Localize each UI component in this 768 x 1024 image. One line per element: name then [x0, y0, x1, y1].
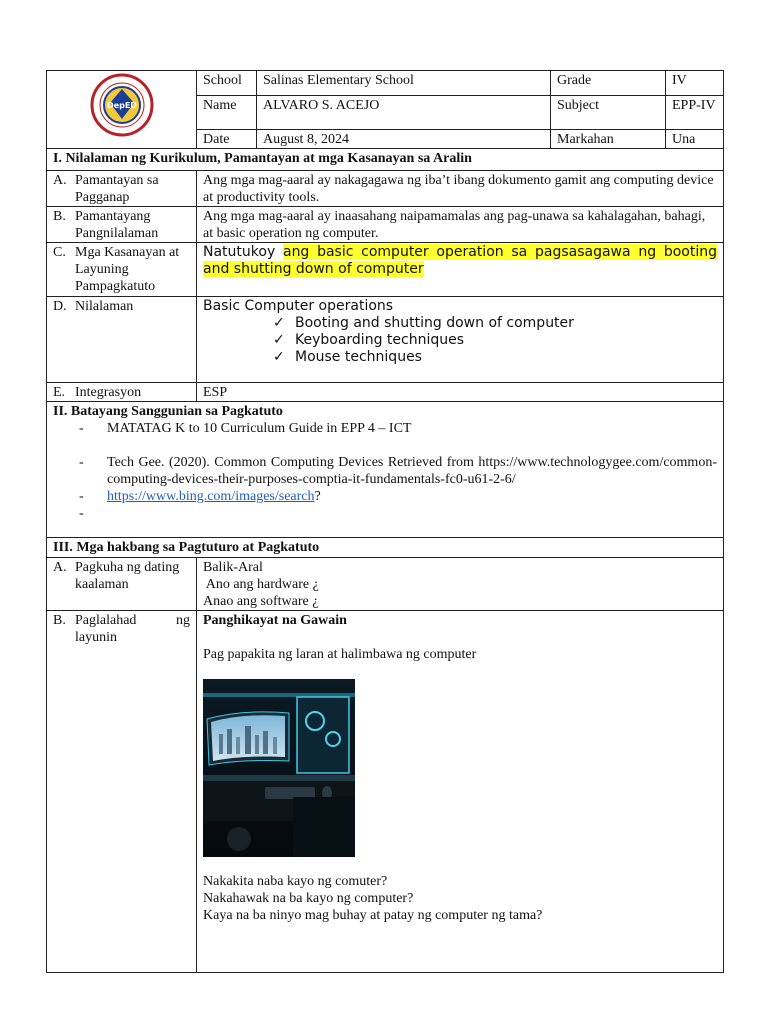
question-item: Nakakita naba kayo ng comuter?	[203, 874, 388, 889]
reference-item: - https://www.bing.com/images/search?	[79, 489, 321, 504]
intro-text: Pag papakita ng laran at halimbawa ng computer	[203, 647, 477, 662]
row-d-content	[197, 297, 724, 383]
subject-value: EPP-IV	[666, 96, 724, 130]
checkmark-icon: ✓	[273, 315, 285, 331]
markahan-label: Markahan	[551, 130, 666, 149]
section1-title: I. Nilalaman ng Kurikulum, Pamantayan at mga Kasanayan sa Aralin	[47, 149, 724, 171]
section2-title: II. Batayang Sanggunian sa Pagkatuto	[53, 404, 283, 419]
reference-list	[53, 420, 717, 522]
bing-images-link[interactable]: https://www.bing.com/images/search	[107, 489, 315, 504]
lesson-plan-document	[46, 70, 723, 964]
checklist-item: ✓ Keyboarding techniques	[273, 332, 465, 348]
name-label: Name	[197, 96, 257, 130]
row-e-label: E. Integrasyon	[47, 383, 197, 402]
checkmark-icon: ✓	[273, 349, 285, 365]
question-item: Nakahawak na ba kayo ng computer?	[203, 891, 414, 906]
checkmark-icon: ✓	[273, 332, 285, 348]
checklist-item: ✓ Mouse techniques	[273, 349, 422, 365]
deped-seal-icon	[90, 73, 154, 137]
row3-a-content: Balik-Aral Ano ang hardware ¿ Anao ang software ¿	[197, 558, 724, 611]
row-c-label: C. Mga Kasanayan at Layuning Pampagkatuto	[47, 243, 197, 297]
reference-item: - Tech Gee. (2020). Common Computing Devices Retrieved from https://www.technologygee.com/common-computing-devices-their-purposes-comptia-it-fundamentals-fc0-u61-2-6/	[79, 455, 717, 487]
grade-label: Grade	[551, 71, 666, 96]
row-e-content: ESP	[197, 383, 724, 402]
highlighted-objective: ang basic computer operation sa pagsasagawa ng booting and shutting down of computer	[203, 244, 717, 277]
panghikayat-heading: Panghikayat na Gawain	[203, 613, 347, 628]
section3-title: III. Mga hakbang sa Pagtuturo at Pagkatuto	[47, 538, 724, 558]
lesson-plan-table	[46, 70, 724, 973]
computer-setup-image	[203, 679, 355, 857]
reference-item: - MATATAG K to 10 Curriculum Guide in EPP 4 – ICT	[79, 421, 412, 436]
svg-text:DepED: DepED	[106, 101, 137, 110]
subject-label: Subject	[551, 96, 666, 130]
date-label: Date	[197, 130, 257, 149]
markahan-value: Una	[666, 130, 724, 149]
reference-item: -	[79, 506, 84, 521]
checklist-item: ✓ Booting and shutting down of computer	[273, 315, 574, 331]
row3-a-label: A. Pagkuha ng dating kaalaman	[47, 558, 197, 611]
school-logo-cell	[47, 71, 197, 149]
nilalaman-heading: Basic Computer operations	[203, 298, 394, 314]
row-a-label: A. Pamantayan sa Pagganap	[47, 171, 197, 207]
grade-value: IV	[666, 71, 724, 96]
school-value: Salinas Elementary School	[257, 71, 551, 96]
school-label: School	[197, 71, 257, 96]
date-value: August 8, 2024	[257, 130, 551, 149]
name-value: ALVARO S. ACEJO	[257, 96, 551, 130]
row-b-content: Ang mga mag-aaral ay inaasahang naipamamalas ang pag-unawa sa kahalagahan, bahagi, at basic operation ng computer.	[197, 207, 724, 243]
row3-b-content	[197, 611, 724, 973]
section2-cell	[47, 402, 724, 538]
row3-b-label: B. Paglalahad ng layunin	[47, 611, 197, 973]
question-item: Kaya na ba ninyo mag buhay at patay ng computer ng tama?	[203, 908, 543, 923]
row-b-label: B. Pamantayang Pangnilalaman	[47, 207, 197, 243]
row-c-content: Natutukoy ang basic computer operation sa pagsasagawa ng booting and shutting down of computer	[197, 243, 724, 297]
row-d-label: D. Nilalaman	[47, 297, 197, 383]
row-a-content: Ang mga mag-aaral ay nakagagawa ng iba’t ibang dokumento gamit ang computing device at productivity tools.	[197, 171, 724, 207]
